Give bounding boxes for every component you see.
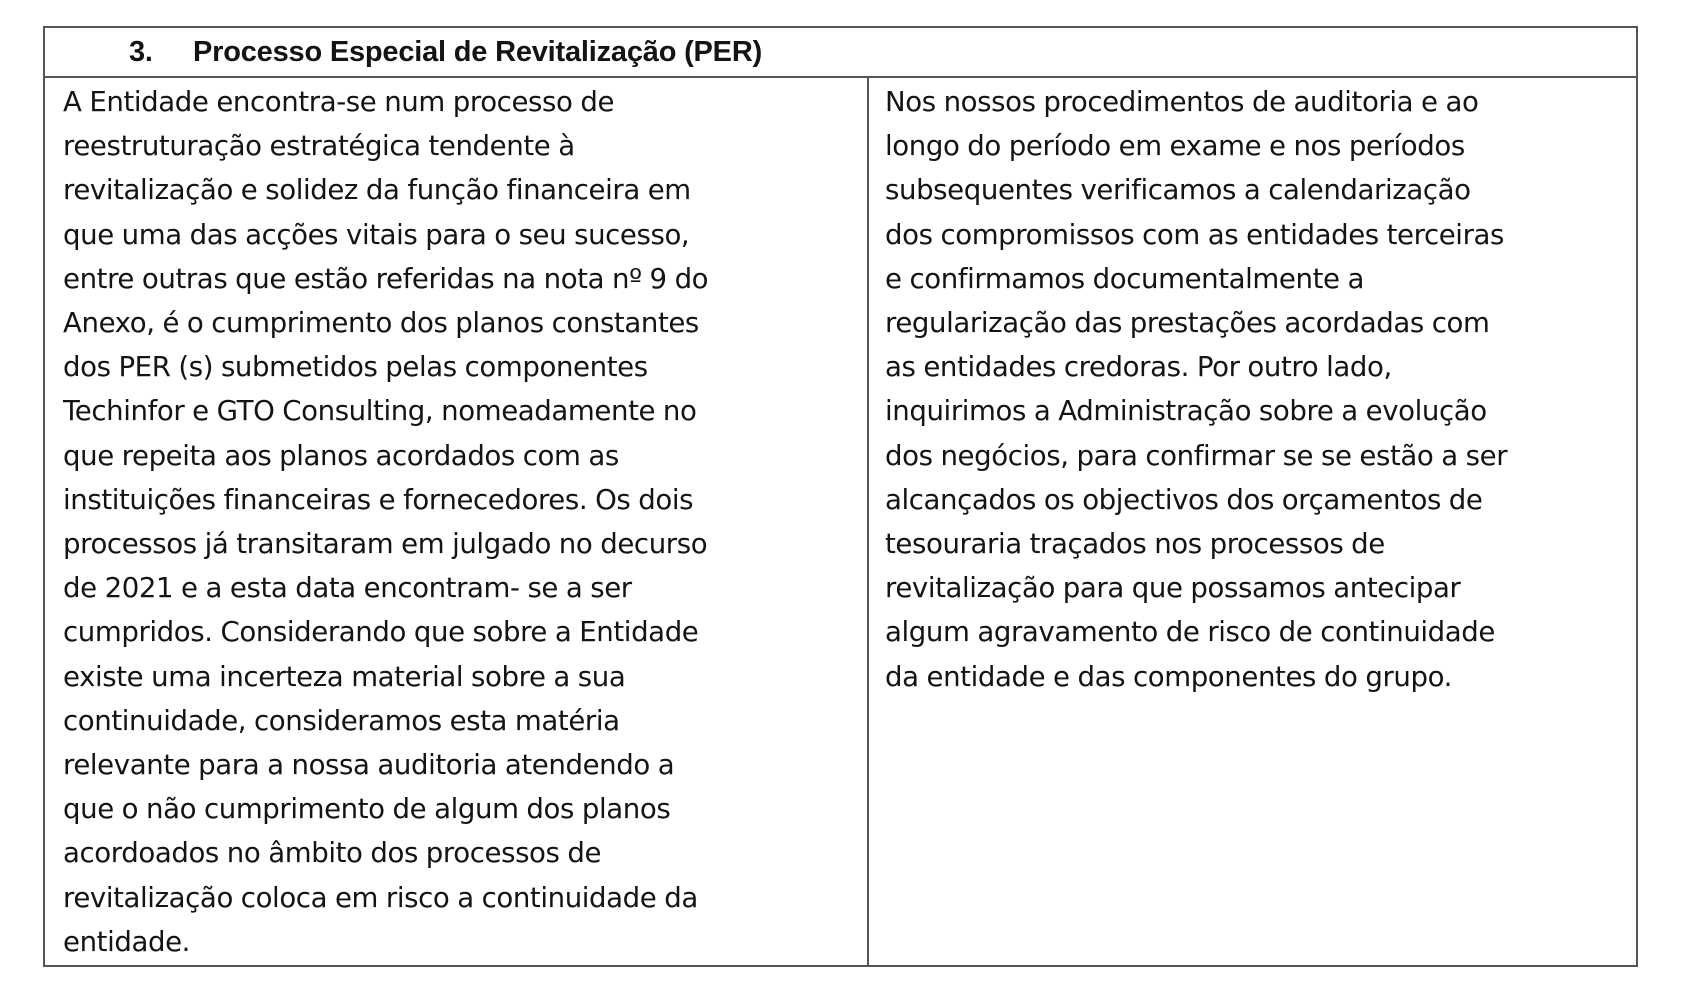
text-line: dos negócios, para confirmar se se estão a ser [885,438,1508,472]
text-line: entidade. [63,924,191,958]
text-line: relevante para a nossa auditoria atendendo a [63,748,675,782]
text-line: acordoados no âmbito dos processos de [63,836,602,870]
text-line: revitalização e solidez da função financeira em [63,173,691,207]
text-line: Anexo, é o cumprimento dos planos constantes [63,306,699,340]
text-line: entre outras que estão referidas na nota nº 9 do [63,261,709,295]
text-line: que uma das acções vitais para o seu sucesso, [63,217,690,251]
text-line: revitalização para que possamos antecipar [885,571,1461,605]
text-line: dos compromissos com as entidades terceiras [885,217,1504,251]
text-line: existe uma incerteza material sobre a sua [63,659,626,693]
text-line: e confirmamos documentalmente a [885,261,1364,295]
text-line: cumpridos. Considerando que sobre a Entidade [63,615,699,649]
description-paragraph [63,80,857,964]
text-line: longo do período em exame e nos períodos [885,129,1465,163]
text-line: subsequentes verificamos a calendarização [885,173,1471,207]
text-line: algum agravamento de risco de continuidade [885,615,1495,649]
section-title: Processo Especial de Revitalização (PER) [193,35,763,68]
text-line: revitalização coloca em risco a continuidade da [63,880,698,914]
text-line: instituições financeiras e fornecedores. Os dois [63,482,694,516]
section-number: 3. [129,35,153,68]
text-line: tesouraria traçados nos processos de [885,527,1385,561]
text-line: A Entidade encontra-se num processo de [63,85,615,118]
text-line: dos PER (s) submetidos pelas componentes [63,350,648,384]
text-line: Techinfor e GTO Consulting, nomeadamente no [63,394,697,428]
text-line: de 2021 e a esta data encontram- se a ser [63,571,632,605]
section-header [45,28,1636,78]
text-line: alcançados os objectivos dos orçamentos de [885,482,1483,516]
text-line: Nos nossos procedimentos de auditoria e ao [885,85,1479,118]
text-line: que repeita aos planos acordados com as [63,438,619,472]
text-line: processos já transitaram em julgado no decurso [63,527,708,561]
text-line: continuidade, consideramos esta matéria [63,703,620,737]
response-paragraph [885,80,1628,699]
key-audit-matter-description [45,76,869,965]
text-line: que o não cumprimento de algum dos planos [63,792,671,826]
text-line: reestruturação estratégica tendente à [63,129,575,163]
text-line: as entidades credoras. Por outro lado, [885,350,1392,384]
per-section-table [43,26,1638,967]
text-line: inquirimos a Administração sobre a evolução [885,394,1487,428]
audit-response-description [869,76,1636,965]
text-line: da entidade e das componentes do grupo. [885,659,1452,693]
table-body [45,76,1636,965]
text-line: regularização das prestações acordadas com [885,306,1490,340]
